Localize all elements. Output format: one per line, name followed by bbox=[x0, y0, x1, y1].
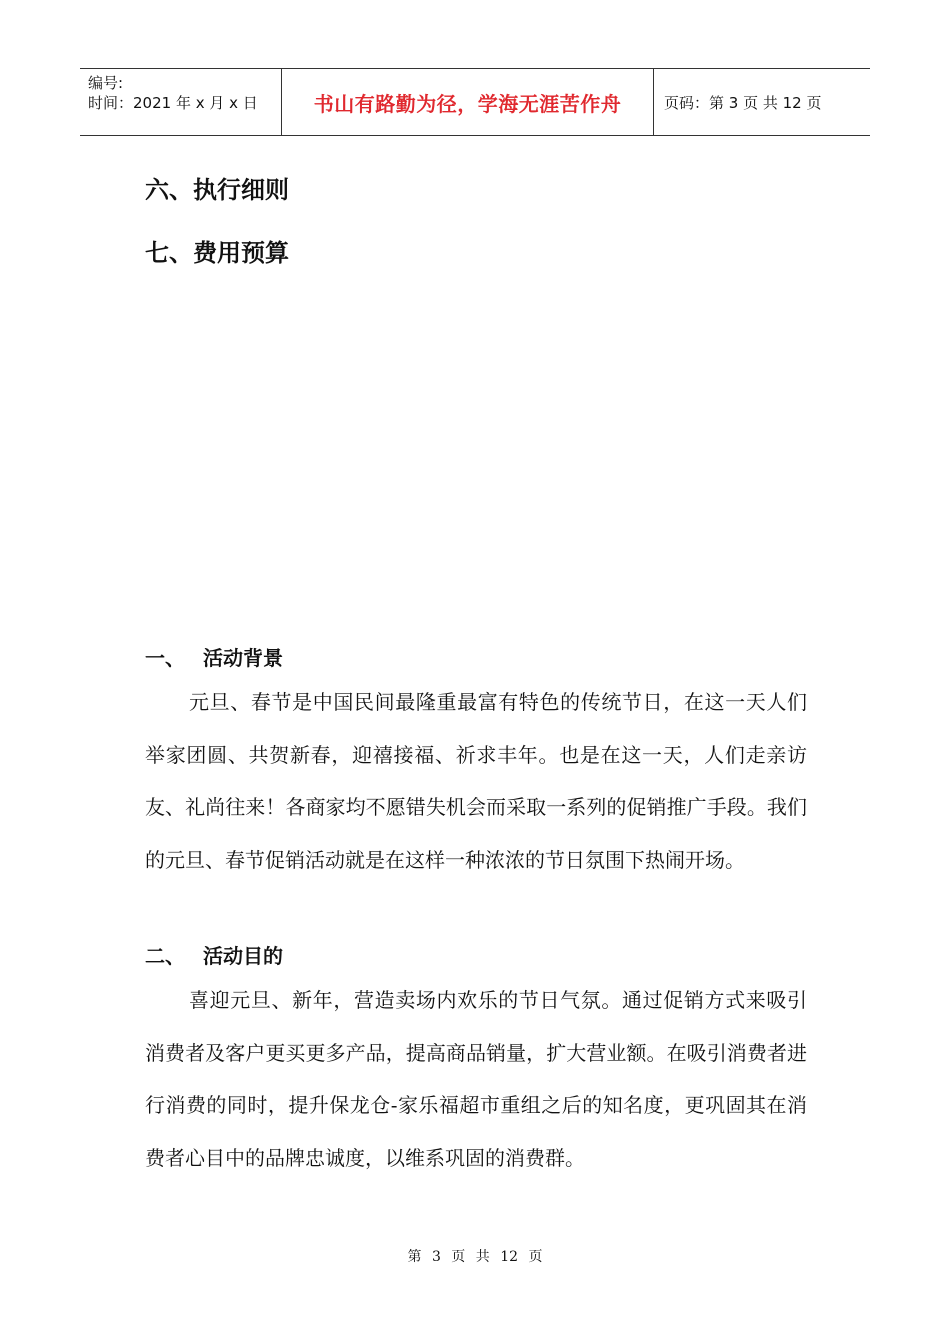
document-number-label: 编号: bbox=[88, 74, 124, 92]
page-header bbox=[80, 68, 870, 136]
header-page-cell bbox=[654, 69, 870, 135]
header-motto-cell bbox=[282, 69, 654, 135]
section-number: 二、 bbox=[145, 944, 185, 968]
section-body-background: 元旦、春节是中国民间最隆重最富有特色的传统节日，在这一天人们举家团圆、共贺新春，迎禧接福、祈求丰年。也是在这一天，人们走亲访友、礼尚往来！各商家均不愿错失机会而采取一系列的促销推广手段。我们的元旦、春节促销活动就是在这样一种浓浓的节日氛围下热闹开场。 bbox=[145, 690, 807, 872]
header-meta bbox=[80, 69, 282, 135]
page-footer: 第 3 页 共 12 页 bbox=[407, 1249, 543, 1265]
header-motto: 书山有路勤为径，学海无涯苦作舟 bbox=[313, 91, 622, 116]
section-number: 一、 bbox=[145, 646, 185, 670]
section-heading-purpose bbox=[145, 940, 283, 969]
document-date-label: 时间：2021 年 x 月 x 日 bbox=[88, 94, 258, 112]
heading-budget: 七、费用预算 bbox=[145, 239, 289, 267]
section-heading-background bbox=[145, 642, 283, 671]
section-title: 活动目的 bbox=[203, 944, 283, 968]
section-title: 活动背景 bbox=[203, 646, 283, 670]
section-body-purpose: 喜迎元旦、新年，营造卖场内欢乐的节日气氛。通过促销方式来吸引消费者及客户更买更多产品，提高商品销量，扩大营业额。在吸引消费者进行消费的同时，提升保龙仓-家乐福超市重组之后的知名度，更巩固其在消费者心目中的品牌忠诚度，以维系巩固的消费群。 bbox=[145, 988, 807, 1170]
heading-execution-details: 六、执行细则 bbox=[145, 176, 289, 204]
header-page-indicator: 页码：第 3 页 共 12 页 bbox=[664, 93, 822, 112]
